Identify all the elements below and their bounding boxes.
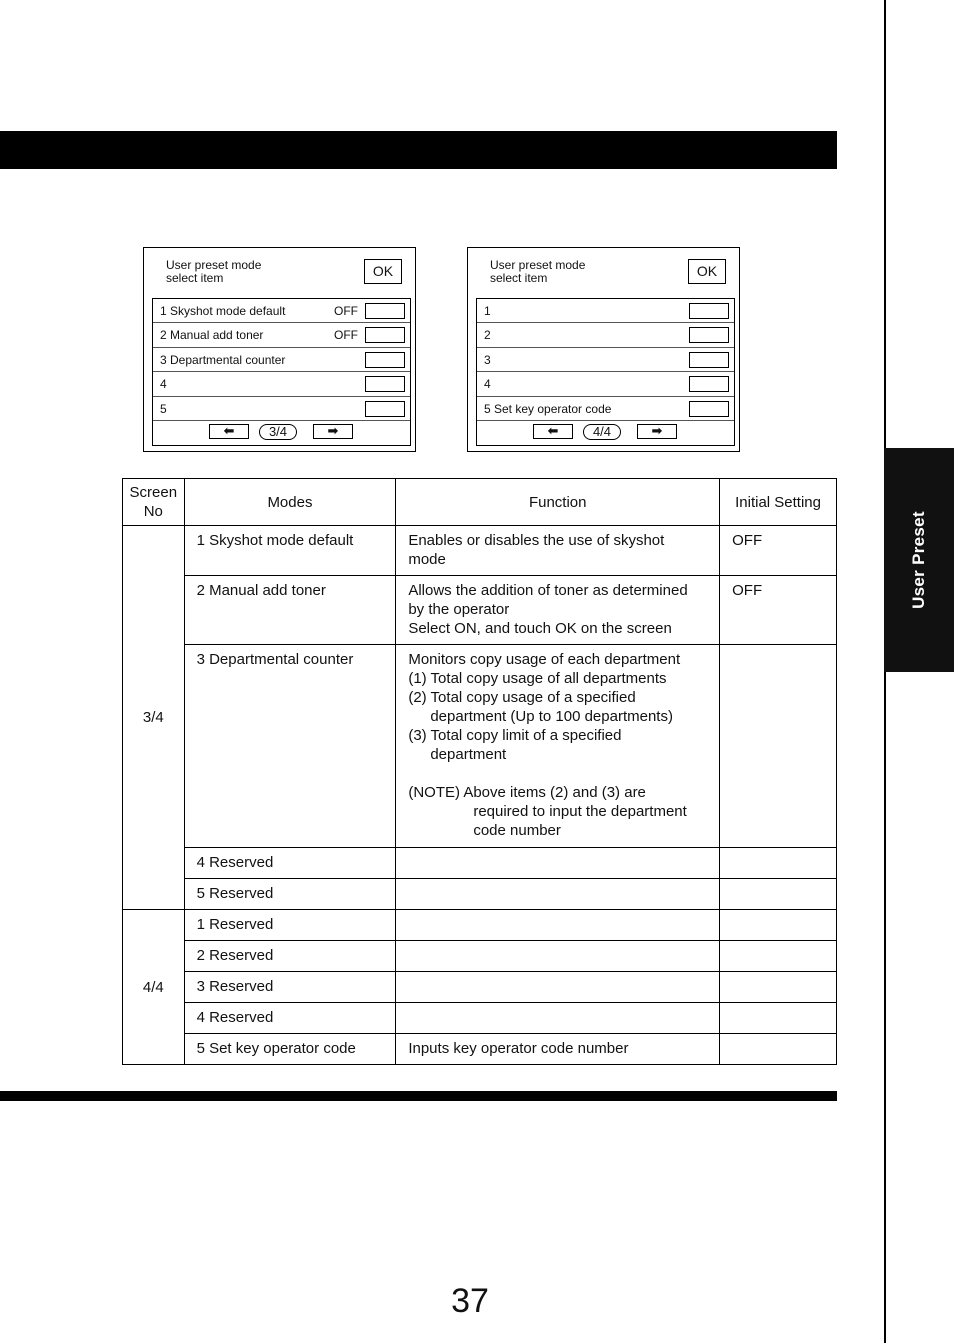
table-row [123,1003,837,1034]
toggle-box[interactable] [365,352,405,368]
screen-no-cell: 3/4 [123,526,185,910]
table-row [123,848,837,879]
list-item[interactable]: 4 [153,372,410,396]
modes-table [122,478,837,1065]
header-bar [0,131,837,169]
mode-cell: 1 Reserved [184,910,396,941]
page-indicator: 4/4 [583,424,621,440]
item-list [476,298,735,446]
initial-setting-cell [720,972,837,1003]
toggle-box[interactable] [689,401,729,417]
ok-button[interactable]: OK [688,259,726,284]
mode-cell: 2 Manual add toner [184,576,396,645]
page-nav [477,421,734,445]
initial-setting-cell: OFF [720,526,837,576]
section-tab-label: User Preset [909,511,928,609]
function-cell: Allows the addition of toner as determined by the operator Select ON, and touch OK on the screen [396,576,720,645]
toggle-box[interactable] [365,376,405,392]
item-list [152,298,411,446]
function-cell [396,848,720,879]
table-row [123,879,837,910]
initial-setting-cell [720,941,837,972]
function-cell [396,910,720,941]
function-cell: Monitors copy usage of each department (1) Total copy usage of all departments (2) Total copy usage of a specified department (Up to 100 departments) (3) Total copy limit of a specified department (NOTE) Above items (2) and (3) are required to input the department code number [396,645,720,848]
toggle-box[interactable] [365,327,405,343]
initial-setting-cell [720,1003,837,1034]
initial-setting-cell [720,848,837,879]
toggle-box[interactable] [365,401,405,417]
mode-cell: 3 Reserved [184,972,396,1003]
list-item[interactable]: 3 Departmental counter [153,348,410,372]
initial-setting-cell: OFF [720,576,837,645]
table-row [123,941,837,972]
function-cell: Enables or disables the use of skyshot mode [396,526,720,576]
toggle-box[interactable] [689,376,729,392]
mode-cell: 4 Reserved [184,1003,396,1034]
mode-cell: 5 Reserved [184,879,396,910]
toggle-box[interactable] [689,303,729,319]
function-cell [396,1003,720,1034]
list-item[interactable]: 1 Skyshot mode default OFF [153,299,410,323]
prev-page-button[interactable]: ⬅ [209,424,249,439]
table-row [123,645,837,848]
initial-setting-cell [720,879,837,910]
toggle-box[interactable] [365,303,405,319]
initial-setting-cell [720,1034,837,1065]
next-page-button[interactable]: ➡ [313,424,353,439]
table-header [123,479,837,526]
list-item[interactable]: 1 [477,299,734,323]
toggle-box[interactable] [689,352,729,368]
table-row [123,576,837,645]
next-page-button[interactable]: ➡ [637,424,677,439]
header-modes: Modes [184,479,396,526]
ok-button[interactable]: OK [364,259,402,284]
prev-page-button[interactable]: ⬅ [533,424,573,439]
toggle-box[interactable] [689,327,729,343]
table-row [123,1034,837,1065]
mode-cell: 5 Set key operator code [184,1034,396,1065]
mode-cell: 2 Reserved [184,941,396,972]
list-item[interactable]: 5 Set key operator code [477,397,734,421]
mode-cell: 4 Reserved [184,848,396,879]
function-cell [396,879,720,910]
page-number: 37 [451,1282,489,1320]
function-cell: Inputs key operator code number [396,1034,720,1065]
table-row [123,972,837,1003]
list-item[interactable]: 5 [153,397,410,421]
panel-title: User preset mode select item [490,258,586,285]
initial-setting-cell [720,910,837,941]
function-cell [396,972,720,1003]
screen-panel-4-4 [467,247,740,452]
list-item[interactable]: 3 [477,348,734,372]
initial-setting-cell [720,645,837,848]
mode-cell: 3 Departmental counter [184,645,396,848]
page-indicator: 3/4 [259,424,297,440]
table-row [123,910,837,941]
screen-panel-3-4 [143,247,416,452]
section-tab [884,448,954,672]
function-cell [396,941,720,972]
header-function: Function [396,479,720,526]
header-screen-no: Screen No [123,479,185,526]
table-row [123,526,837,576]
list-item[interactable]: 4 [477,372,734,396]
mode-cell: 1 Skyshot mode default [184,526,396,576]
list-item[interactable]: 2 [477,323,734,347]
panel-title: User preset mode select item [166,258,262,285]
screen-no-cell: 4/4 [123,910,185,1065]
header-initial-setting: Initial Setting [720,479,837,526]
footer-bar [0,1091,837,1101]
list-item[interactable]: 2 Manual add toner OFF [153,323,410,347]
page-nav [153,421,410,445]
